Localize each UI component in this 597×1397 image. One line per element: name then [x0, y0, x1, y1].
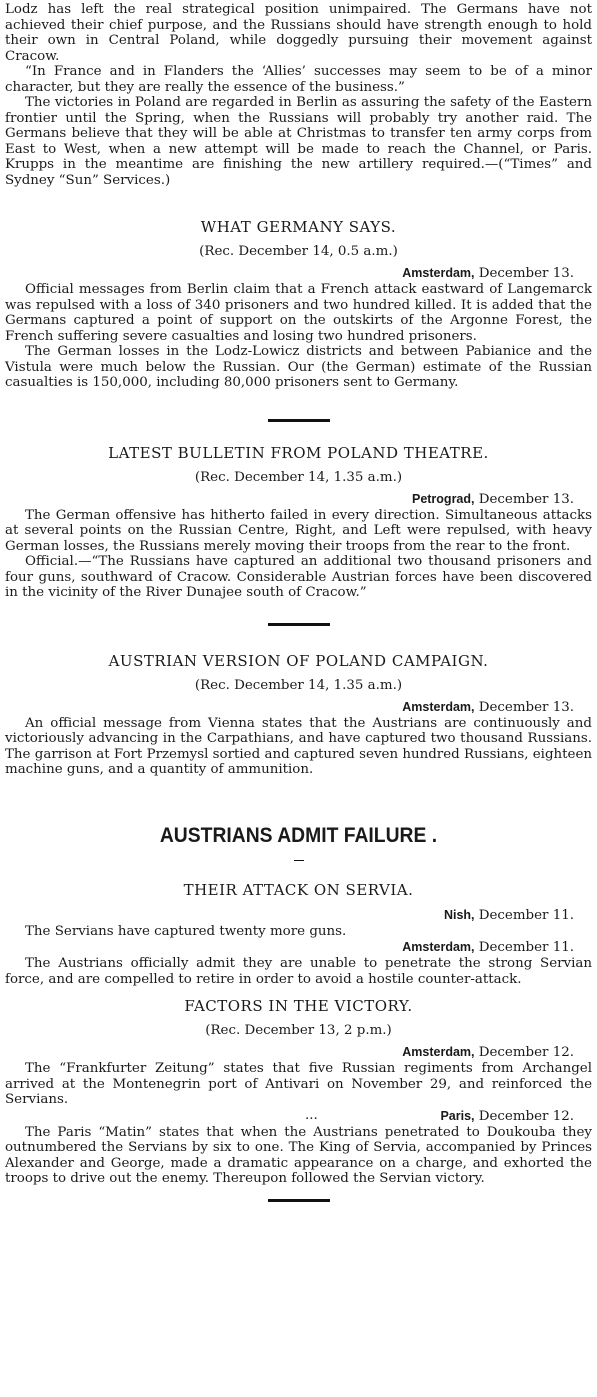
- dateline: [5, 491, 592, 508]
- dateline-date: December 12.: [474, 1045, 574, 1060]
- received-line: (Rec. December 14, 1.35 a.m.): [194, 469, 403, 485]
- section-divider: [268, 419, 330, 422]
- dateline-date: December 13.: [474, 266, 574, 281]
- headline-austrians-admit-failure: AUSTRIANS ADMIT FAILURE .: [159, 823, 438, 847]
- intro-paragraph: Lodz has left the real strategical position unimpaired. The Germans have not achieved their chief purpose, and the Russians should have strength enough to hold their own in Central Poland, while doggedly pursuing their movement against Cracow.: [5, 2, 592, 64]
- dateline-place: Amsterdam,: [402, 940, 475, 954]
- headline-factors-in-victory: FACTORS IN THE VICTORY.: [184, 997, 413, 1015]
- intro-paragraph: The victories in Poland are regarded in Berlin as assuring the safety of the Eastern frontier until the Spring, when the Russians will probably try another raid. The Germans believe that they will be able at Christmas to transfer ten army corps from East to West, when a new attempt will be made to reach the Channel, or Paris. Krupps in the meantime are finishing the new artillery required.—(“Times” and Sydney “Sun” Services.): [5, 95, 592, 188]
- headline-what-germany-says: WHAT GERMANY SAYS.: [200, 218, 397, 236]
- section-divider: [268, 1199, 330, 1202]
- received-line: (Rec. December 14, 1.35 a.m.): [194, 677, 403, 693]
- dateline-date: December 12.: [474, 1108, 574, 1124]
- dateline-place: Amsterdam,: [402, 266, 475, 280]
- headline-latest-bulletin: LATEST BULLETIN FROM POLAND THEATRE.: [108, 443, 489, 462]
- dateline: [5, 1108, 592, 1125]
- dateline: [5, 265, 592, 282]
- article-paragraph: The Austrians officially admit they are unable to penetrate the strong Servian force, and are compelled to retire in order to avoid a hostile counter-attack.: [5, 956, 592, 987]
- dateline-place: Petrograd,: [411, 491, 475, 506]
- dateline-date: December 13.: [474, 491, 574, 507]
- subheadline-attack-on-servia: THEIR ATTACK ON SERVIA.: [183, 880, 414, 899]
- received-line: (Rec. December 13, 2 p.m.): [205, 1023, 392, 1038]
- dateline-place: Paris,: [440, 1108, 475, 1123]
- intro-paragraph: “In France and in Flanders the ‘Allies’ successes may seem to be of a minor character, but they are really the essence of the business.”: [5, 64, 592, 95]
- article-paragraph: The Servians have captured twenty more guns.: [25, 923, 347, 939]
- article-paragraph: The German offensive has hitherto failed in every direction. Simultaneous attacks at several points on the Russian Centre, Right, and Left were repulsed, with heavy German losses, the Russians merely moving their troops from the rear to the front.: [5, 507, 592, 554]
- dateline-ellipsis: ...: [305, 1107, 318, 1123]
- dateline: [5, 939, 592, 956]
- article-paragraph: An official message from Vienna states that the Austrians are continuously and victoriously advancing in the Carpathians, and have captured two thousand Russians. The garrison at Fort Przemysl sortied and captured seven hundred Russians, eighteen machine guns, and a quantity of ammunition.: [5, 715, 592, 777]
- dateline-place: Amsterdam,: [402, 699, 475, 714]
- dateline-date: December 11.: [474, 940, 574, 955]
- dateline: [5, 1044, 592, 1061]
- dateline: [5, 699, 592, 716]
- received-line: (Rec. December 14, 0.5 a.m.): [199, 244, 398, 259]
- dateline-date: December 13.: [474, 699, 574, 715]
- article-paragraph: The Paris “Matin” states that when the Austrians penetrated to Doukouba they outnumbered the Servians by six to one. The King of Servia, accompanied by Princes Alexander and George, made a dramatic appearance on a charge, and exhorted the troops to drive out the enemy. Thereupon followed the Servian victory.: [5, 1124, 592, 1186]
- dateline-place: Nish,: [443, 907, 475, 922]
- article-paragraph: Official.—“The Russians have captured an additional two thousand prisoners and four guns, southward of Cracow. Considerable Austrian forces have been discovered in the vicinity of the River Dunajee south of Cracow.”: [5, 554, 592, 600]
- article-paragraph: Official messages from Berlin claim that a French attack eastward of Langemarck was repulsed with a loss of 340 prisoners and two hundred killed. It is added that the Germans captured a point of support on the outskirts of the Argonne Forest, the French suffering severe casualties and losing two hundred prisoners.: [5, 282, 592, 344]
- dateline-date: December 11.: [474, 907, 574, 923]
- dateline: [5, 907, 592, 924]
- dateline-place: Amsterdam,: [402, 1045, 475, 1059]
- section-divider: [268, 623, 330, 626]
- article-paragraph: The German losses in the Lodz-Lowicz districts and between Pabianice and the Vistula were much below the Russian. Our (the German) estimate of the Russian casualties is 150,000, including 80,000 prisoners sent to Germany.: [5, 344, 592, 390]
- section-divider: [294, 860, 304, 861]
- headline-austrian-version: AUSTRIAN VERSION OF POLAND CAMPAIGN.: [108, 651, 489, 670]
- article-paragraph: The “Frankfurter Zeitung” states that five Russian regiments from Archangel arrived at the Montenegrin port of Antivari on November 29, and reinforced the Servians.: [5, 1061, 592, 1107]
